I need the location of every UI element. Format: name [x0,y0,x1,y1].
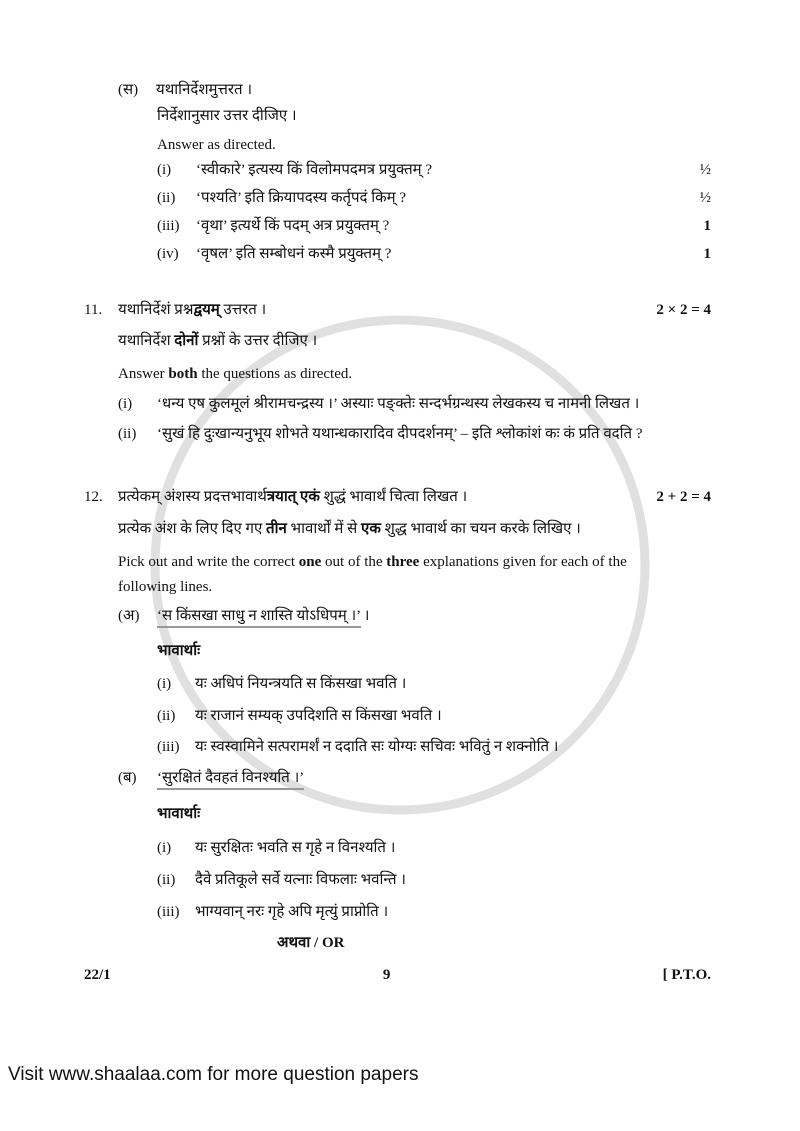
q12-instruction-english-cont: following lines. [118,579,213,595]
option-text: दैवे प्रतिकूले सर्वे यत्नाः विफलाः भवन्ति । [195,872,406,888]
marks: 1 [703,218,711,234]
option-text: यः सुरक्षितः भवति स गृहे न विनश्यति । [195,840,396,856]
q12-marks: 2 + 2 = 4 [656,489,711,505]
option-item [84,738,711,756]
part-b [84,769,711,787]
question-item [84,395,711,413]
options-heading-row [84,642,711,660]
option-number: (ii) [157,708,176,724]
item-number: (ii) [157,190,176,206]
marks: ½ [699,190,711,206]
item-number: (i) [118,396,133,412]
instruction-english-row [84,136,711,154]
option-text: भाग्यवान् नरः गृहे अपि मृत्युं प्राप्नोति । [195,904,389,920]
option-number: (iii) [157,904,180,920]
marks: 1 [703,246,711,262]
question-text: ‘पश्यति’ इति क्रियापदस्य कर्तृपदं किम् ? [196,190,407,206]
option-item [84,871,711,889]
or-row [84,934,711,952]
part-label: (ब) [118,770,137,786]
page-number: 9 [382,967,391,983]
item-number: (iii) [157,218,180,234]
q11-header [84,301,711,319]
item-number: (ii) [118,426,137,442]
part-quote: ‘सुरक्षितं दैवहतं विनश्यति ।’ [157,769,711,787]
part-quote: ‘स किंसखा साधु न शास्ति योऽधिपम् ।’ । [157,607,711,625]
q11-instruction-sanskrit: यथानिर्देशं प्रश्नद्वयम् उत्तरत । [118,302,267,318]
option-number: (ii) [157,872,176,888]
marks: ½ [699,162,711,178]
instruction-hindi-row [84,107,711,125]
q12-instruction-english: Pick out and write the correct one out of the three explanations given for each of the [118,554,627,570]
question-number: 12. [84,489,103,505]
q12-english-row [84,553,711,571]
question-item [84,189,711,207]
instruction-english: Answer as directed. [157,137,276,153]
question-text: ‘स्वीकारे’ इत्यस्य किं विलोमपदमत्र प्रयुक्तम् ? [196,162,433,178]
page-footer [84,966,711,984]
section-label: (स) [118,82,139,98]
option-item [84,839,711,857]
section-s-header [84,81,711,99]
pto-label: [ P.T.O. [662,967,711,983]
paper-code: 22/1 [84,967,111,983]
instruction-hindi: निर्देशानुसार उत्तर दीजिए । [157,108,297,124]
question-text: ‘धन्य एष कुलमूलं श्रीरामचन्द्रस्य ।’ अस्याः पङ्क्तेः सन्दर्भग्रन्थस्य लेखकस्य च नामनी लिखत । [157,396,640,412]
item-number: (iv) [157,246,179,262]
question-item [84,245,711,263]
q12-header [84,488,711,506]
question-item [84,217,711,235]
option-item [84,903,711,921]
question-text: ‘वृथा’ इत्यर्थे किं पदम् अत्र प्रयुक्तम् ? [196,218,390,234]
question-paper-page [84,81,711,984]
option-text: यः स्वस्वामिने सत्परामर्शं न ददाति सः योग्यः सचिवः भवितुं न शक्नोति । [195,739,559,755]
question-text: ‘सुखं हि दुःखान्यनुभूय शोभते यथान्धकारादिव दीपदर्शनम्’ – इति श्लोकांशं कः कं प्रति वदति ? [157,426,643,442]
q11-hindi-row [84,332,711,350]
q12-english-row-2 [84,578,711,596]
option-item [84,675,711,693]
part-a [84,607,711,625]
q11-english-row [84,365,711,383]
or-separator: अथवा / OR [277,935,345,951]
question-text: ‘वृषल’ इति सम्बोधनं कस्मै प्रयुक्तम् ? [196,246,392,262]
q12-instruction-hindi: प्रत्येक अंश के लिए दिए गए तीन भावार्थों में से एक शुद्ध भावार्थ का चयन करके लिखिए । [118,521,581,537]
q12-hindi-row [84,520,711,538]
question-number: 11. [84,302,103,318]
options-heading-row [84,805,711,823]
option-number: (i) [157,676,172,692]
option-item [84,707,711,725]
question-item [84,425,711,443]
promo-link[interactable]: Visit www.shaalaa.com for more question papers [8,1064,419,1085]
part-label: (अ) [118,608,140,624]
q11-instruction-hindi: यथानिर्देश दोनों प्रश्नों के उत्तर दीजिए । [118,333,318,349]
question-item [84,161,711,179]
option-number: (iii) [157,739,180,755]
q11-instruction-english: Answer both the questions as directed. [118,366,353,382]
options-heading: भावार्थाः [157,643,201,659]
option-text: यः राजानं सम्यक् उपदिशति स किंसखा भवति । [195,708,442,724]
q12-instruction-sanskrit: प्रत्येकम् अंशस्य प्रदत्तभावार्थत्रयात् एकं शुद्धं भावार्थं चित्वा लिखत । [118,489,468,505]
option-number: (i) [157,840,172,856]
q11-marks: 2 × 2 = 4 [656,302,711,318]
options-heading: भावार्थाः [157,806,201,822]
instruction-sanskrit: यथानिर्देशमुत्तरत । [156,82,253,98]
item-number: (i) [157,162,172,178]
option-text: यः अधिपं नियन्त्रयति स किंसखा भवति । [195,676,407,692]
